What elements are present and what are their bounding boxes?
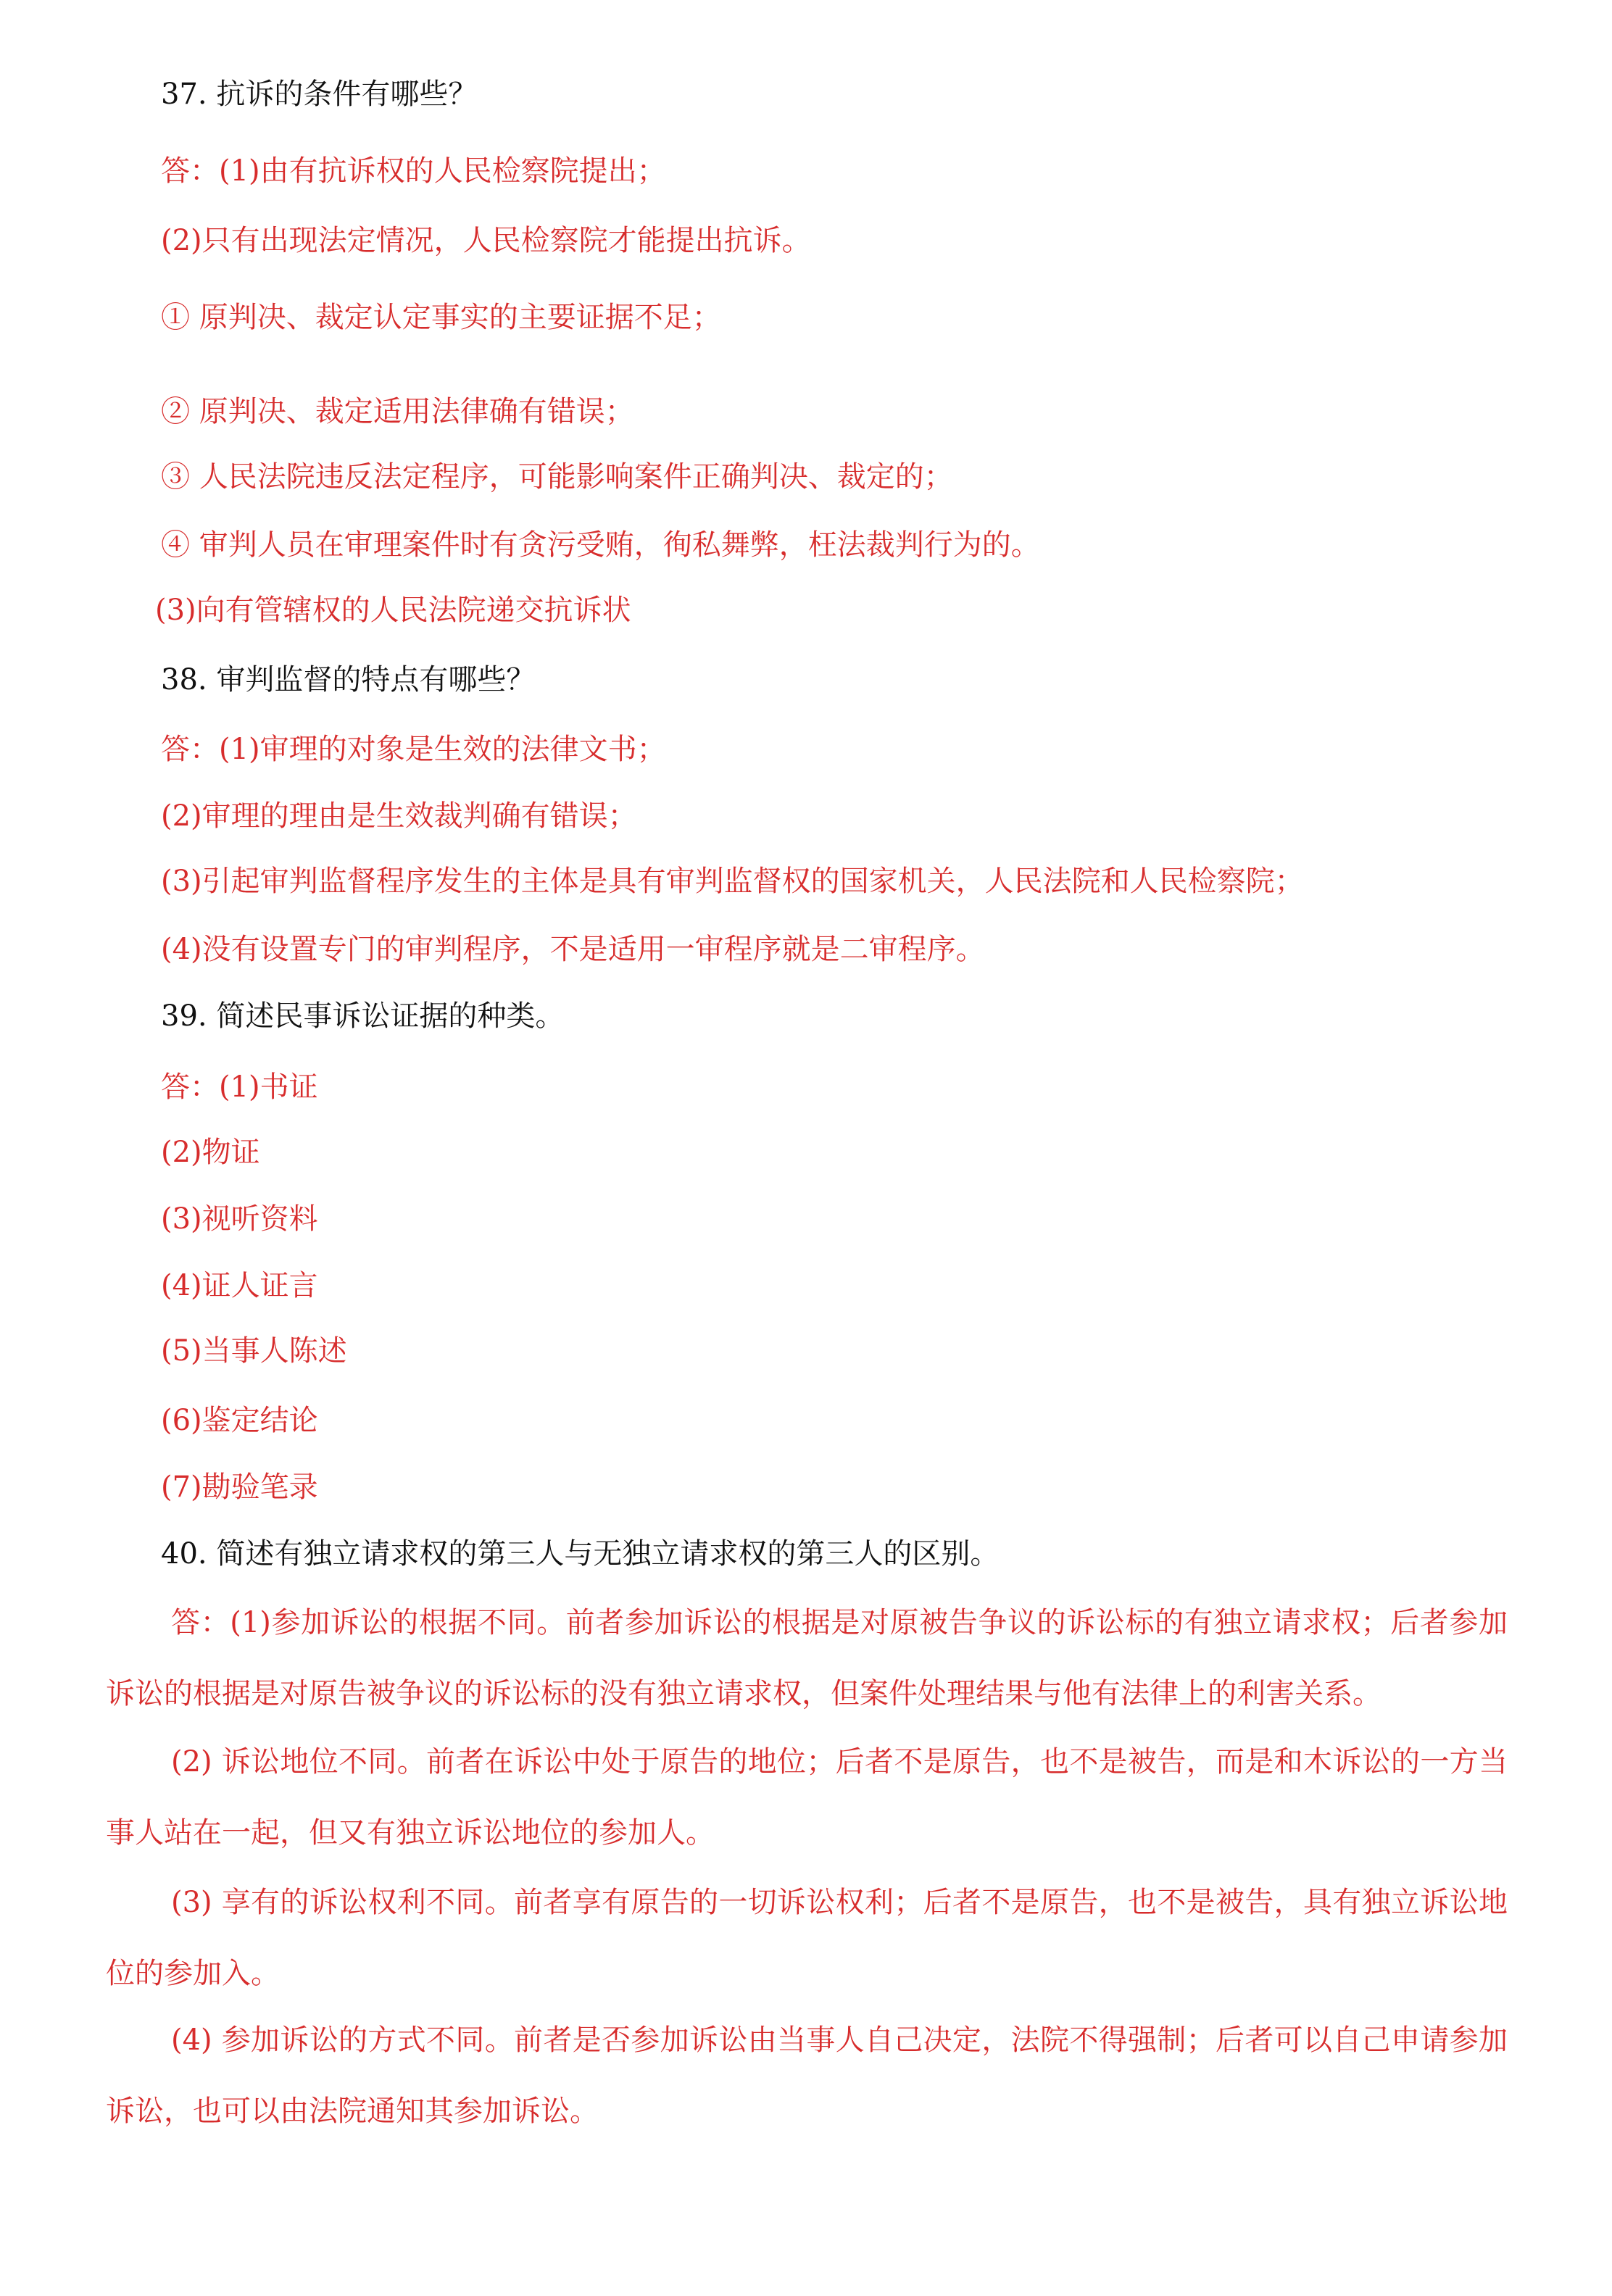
answer-39-7: (7)勘验笔录	[161, 1471, 318, 1504]
answer-39-2: (2)物证	[161, 1136, 260, 1169]
answer-39-3: (3)视听资料	[161, 1202, 318, 1236]
question-40: 40. 简述有独立请求权的第三人与无独立请求权的第三人的区别。	[161, 1537, 1000, 1571]
answer-40-paragraph-2: (2) 诉讼地位不同。前者在诉讼中处于原告的地位；后者不是原告，也不是被告，而是和木诉讼的一方当事人站在一起，但又有独立诉讼地位的参加人。	[106, 1745, 1508, 1850]
answer-38-1: 答：(1)审理的对象是生效的法律文书；	[161, 733, 666, 766]
question-37: 37. 抗诉的条件有哪些？	[161, 78, 478, 111]
answer-37-2: (2)只有出现法定情况，人民检察院才能提出抗诉。	[161, 224, 811, 257]
answer-37-condition-2: ② 原判决、裁定适用法律确有错误；	[161, 395, 634, 428]
answer-39-4: (4)证人证言	[161, 1269, 318, 1302]
answer-38-3: (3)引起审判监督程序发生的主体是具有审判监督权的国家机关，人民法院和人民检察院；	[161, 865, 1304, 898]
answer-40-paragraph-4: (4) 参加诉讼的方式不同。前者是否参加诉讼由当事人自己决定，法院不得强制；后者可以自己申请参加诉讼，也可以由法院通知其参加诉讼。	[106, 2023, 1508, 2128]
answer-37-condition-4: ④ 审判人员在审理案件时有贪污受贿，徇私舞弊，枉法裁判行为的。	[161, 528, 1040, 562]
answer-40-paragraph-1: 答：(1)参加诉讼的根据不同。前者参加诉讼的根据是对原被告争议的诉讼标的有独立请求权；后者参加诉讼的根据是对原告被争议的诉讼标的没有独立请求权，但案件处理结果与他有法律上的利害关系。	[106, 1606, 1508, 1710]
question-39: 39. 简述民事诉讼证据的种类。	[161, 999, 565, 1033]
answer-39-6: (6)鉴定结论	[161, 1404, 318, 1437]
answer-37-condition-1: ① 原判决、裁定认定事实的主要证据不足；	[161, 301, 721, 334]
answer-39-5: (5)当事人陈述	[161, 1334, 347, 1368]
answer-37-1: 答：(1)由有抗诉权的人民检察院提出；	[161, 154, 666, 188]
answer-39-1: 答：(1)书证	[161, 1070, 318, 1104]
question-38: 38. 审判监督的特点有哪些？	[161, 663, 536, 696]
answer-38-2: (2)审理的理由是生效裁判确有错误；	[161, 799, 637, 833]
answer-37-3: (3)向有管辖权的人民法院递交抗诉状	[155, 594, 631, 627]
answer-40-paragraph-3: (3) 享有的诉讼权利不同。前者享有原告的一切诉讼权利；后者不是原告，也不是被告，具有独立诉讼地位的参加入。	[106, 1886, 1508, 1990]
answer-37-condition-3: ③ 人民法院违反法定程序，可能影响案件正确判决、裁定的；	[161, 460, 953, 494]
answer-38-4: (4)没有设置专门的审判程序，不是适用一审程序就是二审程序。	[161, 933, 985, 966]
